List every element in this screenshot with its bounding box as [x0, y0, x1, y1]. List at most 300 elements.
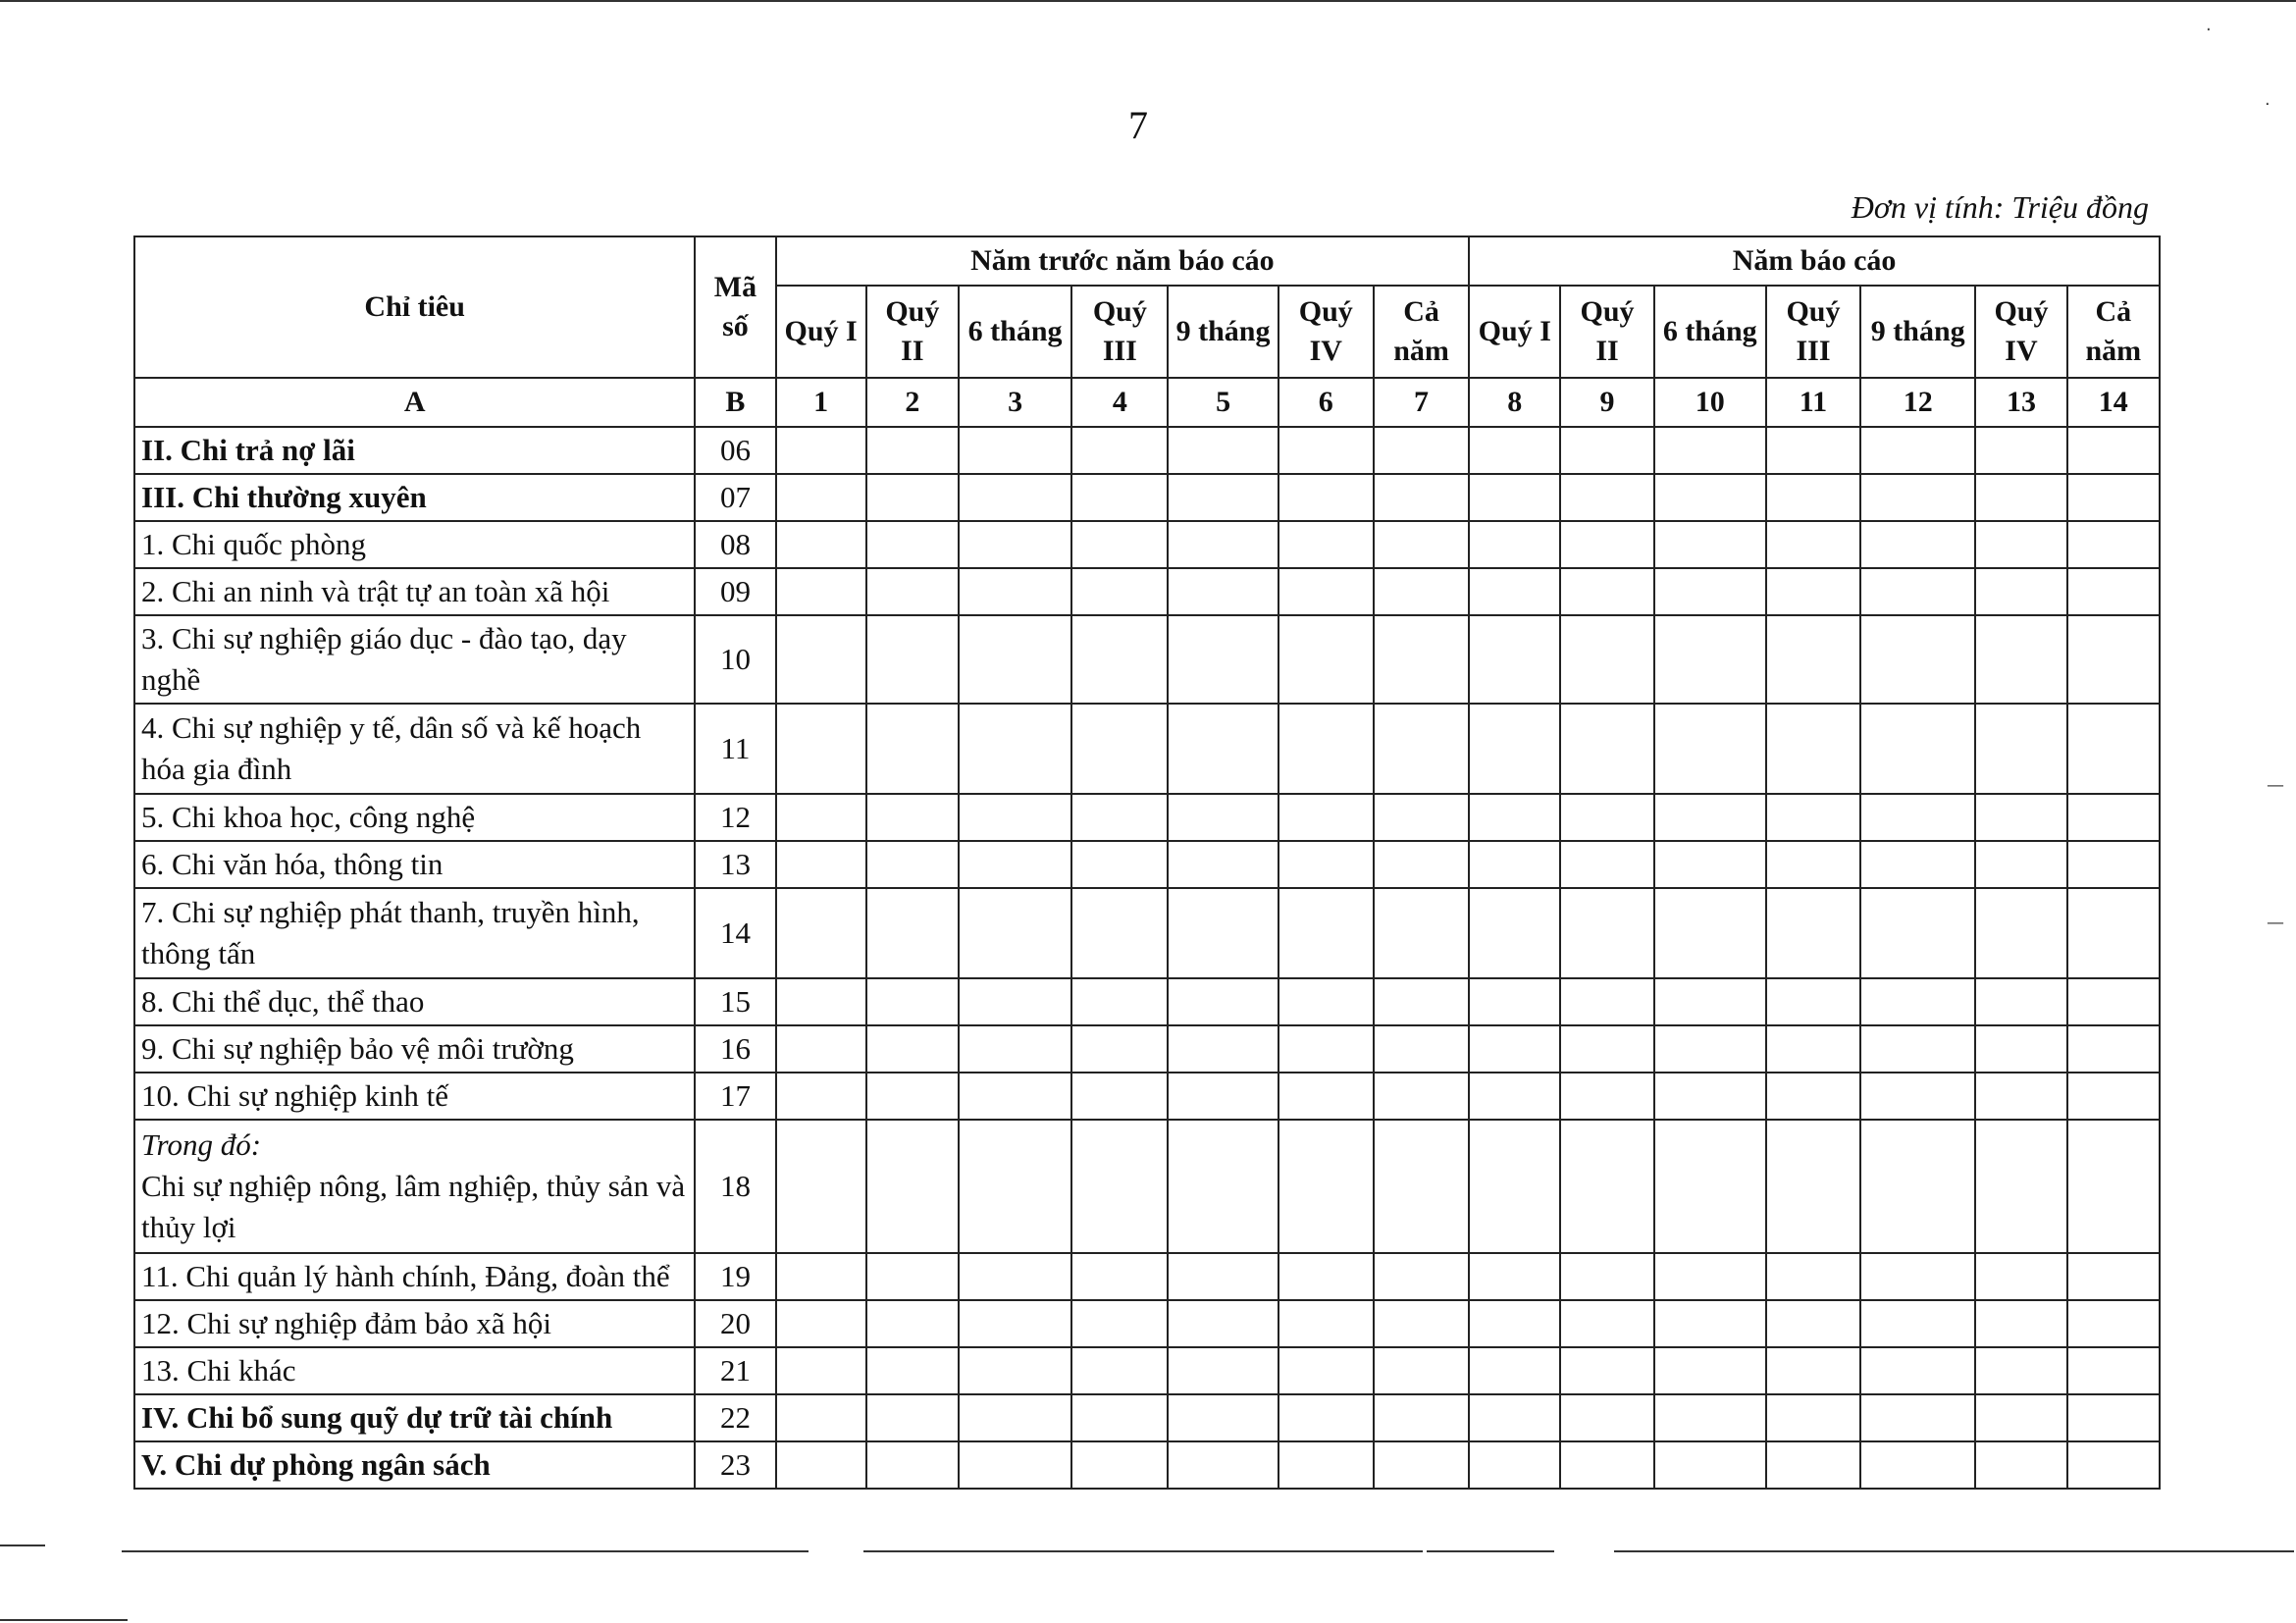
value-cell — [1860, 841, 1975, 888]
table-row — [134, 1394, 2160, 1441]
row-label-cell — [134, 1073, 695, 1120]
value-cell — [1071, 1073, 1168, 1120]
value-cell — [866, 474, 959, 521]
row-code: 20 — [695, 1300, 775, 1347]
value-cell — [959, 888, 1071, 978]
value-cell — [1654, 1347, 1766, 1394]
row-label-cell — [134, 568, 695, 615]
value-cell — [866, 704, 959, 794]
value-cell — [1168, 978, 1278, 1025]
value-cell — [1766, 521, 1860, 568]
value-cell — [1278, 474, 1374, 521]
value-cell — [1860, 794, 1975, 841]
value-cell — [776, 1394, 866, 1441]
value-cell — [1766, 1300, 1860, 1347]
row-label: 1. Chi quốc phòng — [141, 527, 367, 562]
row-label: IV. Chi bổ sung quỹ dự trữ tài chính — [141, 1399, 613, 1435]
table-row — [134, 1120, 2160, 1253]
value-cell — [1860, 704, 1975, 794]
header-report-year: Năm báo cáo — [1469, 236, 2160, 286]
row-label: 8. Chi thể dục, thể thao — [141, 983, 425, 1019]
value-cell — [1975, 1025, 2066, 1073]
value-cell — [1469, 1441, 1560, 1489]
value-cell — [1071, 841, 1168, 888]
header-period-5: 9 tháng — [1168, 286, 1278, 378]
header-code: Mã số — [695, 236, 775, 378]
value-cell — [1168, 1025, 1278, 1073]
table-row — [134, 888, 2160, 978]
value-cell — [1168, 704, 1278, 794]
value-cell — [1766, 1025, 1860, 1073]
value-cell — [1374, 1120, 1469, 1253]
value-cell — [1654, 568, 1766, 615]
value-cell — [1766, 474, 1860, 521]
value-cell — [1860, 1120, 1975, 1253]
value-cell — [1374, 1300, 1469, 1347]
value-cell — [866, 521, 959, 568]
row-code: 13 — [695, 841, 775, 888]
value-cell — [1654, 1073, 1766, 1120]
table-row — [134, 427, 2160, 474]
row-code: 21 — [695, 1347, 775, 1394]
value-cell — [1766, 568, 1860, 615]
value-cell — [1975, 1347, 2066, 1394]
value-cell — [1975, 1073, 2066, 1120]
value-cell — [1469, 794, 1560, 841]
value-cell — [1560, 794, 1653, 841]
header-row-groups — [134, 236, 2160, 286]
row-label: 4. Chi sự nghiệp y tế, dân số và kế hoạch hóa gia đình — [141, 709, 642, 786]
value-cell — [1374, 521, 1469, 568]
value-cell — [2067, 1120, 2160, 1253]
row-label: 10. Chi sự nghiệp kinh tế — [141, 1077, 449, 1113]
value-cell — [1469, 888, 1560, 978]
value-cell — [2067, 1073, 2160, 1120]
value-cell — [1469, 704, 1560, 794]
value-cell — [1860, 568, 1975, 615]
value-cell — [1469, 568, 1560, 615]
value-cell — [1560, 1441, 1653, 1489]
row-label: 9. Chi sự nghiệp bảo vệ môi trường — [141, 1030, 574, 1066]
value-cell — [866, 1253, 959, 1300]
value-cell — [776, 474, 866, 521]
column-key-cell: A — [134, 378, 695, 427]
value-cell — [866, 1120, 959, 1253]
value-cell — [1374, 704, 1469, 794]
table-row — [134, 1441, 2160, 1489]
value-cell — [1860, 888, 1975, 978]
row-label: 5. Chi khoa học, công nghệ — [141, 799, 476, 834]
value-cell — [1469, 1347, 1560, 1394]
row-note: Trong đó: — [141, 1126, 262, 1162]
value-cell — [1374, 1441, 1469, 1489]
scan-line — [0, 1619, 128, 1621]
row-label-cell — [134, 1394, 695, 1441]
table-row — [134, 1025, 2160, 1073]
value-cell — [959, 1394, 1071, 1441]
value-cell — [1168, 841, 1278, 888]
value-cell — [1654, 888, 1766, 978]
value-cell — [776, 1441, 866, 1489]
value-cell — [776, 568, 866, 615]
row-code: 06 — [695, 427, 775, 474]
header-period-8: Quý I — [1469, 286, 1560, 378]
value-cell — [1278, 841, 1374, 888]
row-label-cell — [134, 1253, 695, 1300]
value-cell — [959, 1253, 1071, 1300]
value-cell — [1560, 568, 1653, 615]
row-label: II. Chi trả nợ lãi — [141, 433, 355, 468]
row-code: 22 — [695, 1394, 775, 1441]
expenditure-report-table — [133, 236, 2161, 1490]
value-cell — [1860, 1394, 1975, 1441]
row-label: 13. Chi khác — [141, 1352, 296, 1387]
table-row — [134, 841, 2160, 888]
value-cell — [1766, 978, 1860, 1025]
value-cell — [1975, 841, 2066, 888]
value-cell — [1560, 1300, 1653, 1347]
value-cell — [866, 1300, 959, 1347]
value-cell — [1278, 1025, 1374, 1073]
value-cell — [1560, 1073, 1653, 1120]
row-label-cell — [134, 1300, 695, 1347]
value-cell — [1374, 1347, 1469, 1394]
value-cell — [1278, 1300, 1374, 1347]
value-cell — [1071, 1347, 1168, 1394]
value-cell — [959, 474, 1071, 521]
table-row — [134, 568, 2160, 615]
value-cell — [1071, 1300, 1168, 1347]
value-cell — [866, 841, 959, 888]
value-cell — [776, 1253, 866, 1300]
header-period-4: Quý III — [1071, 286, 1168, 378]
value-cell — [2067, 521, 2160, 568]
value-cell — [1975, 568, 2066, 615]
value-cell — [1654, 704, 1766, 794]
value-cell — [959, 1120, 1071, 1253]
value-cell — [1071, 615, 1168, 704]
value-cell — [866, 615, 959, 704]
value-cell — [1560, 521, 1653, 568]
value-cell — [1469, 615, 1560, 704]
value-cell — [776, 794, 866, 841]
row-label: 6. Chi văn hóa, thông tin — [141, 846, 444, 881]
value-cell — [1278, 888, 1374, 978]
row-code: 11 — [695, 704, 775, 794]
value-cell — [1374, 568, 1469, 615]
value-cell — [866, 1441, 959, 1489]
header-period-3: 6 tháng — [959, 286, 1071, 378]
value-cell — [1374, 1073, 1469, 1120]
row-code: 08 — [695, 521, 775, 568]
value-cell — [866, 1025, 959, 1073]
value-cell — [1766, 888, 1860, 978]
value-cell — [1560, 888, 1653, 978]
value-cell — [1766, 615, 1860, 704]
value-cell — [1168, 568, 1278, 615]
value-cell — [1168, 1441, 1278, 1489]
value-cell — [1975, 427, 2066, 474]
value-cell — [1374, 615, 1469, 704]
table-body — [134, 427, 2160, 1489]
value-cell — [1071, 1120, 1168, 1253]
value-cell — [1278, 1073, 1374, 1120]
value-cell — [1374, 841, 1469, 888]
value-cell — [2067, 427, 2160, 474]
value-cell — [776, 1347, 866, 1394]
header-period-7: Cả năm — [1374, 286, 1469, 378]
value-cell — [1654, 1441, 1766, 1489]
value-cell — [1560, 1394, 1653, 1441]
value-cell — [1168, 1253, 1278, 1300]
row-code: 18 — [695, 1120, 775, 1253]
value-cell — [1071, 1253, 1168, 1300]
table-row — [134, 794, 2160, 841]
value-cell — [1654, 1300, 1766, 1347]
value-cell — [1860, 427, 1975, 474]
value-cell — [1560, 841, 1653, 888]
table-row — [134, 1253, 2160, 1300]
value-cell — [1766, 1073, 1860, 1120]
value-cell — [1469, 841, 1560, 888]
value-cell — [866, 427, 959, 474]
scan-speck: — — [2267, 775, 2284, 796]
row-code: 14 — [695, 888, 775, 978]
row-label: 12. Chi sự nghiệp đảm bảo xã hội — [141, 1305, 552, 1340]
value-cell — [1975, 888, 2066, 978]
value-cell — [1071, 474, 1168, 521]
value-cell — [866, 568, 959, 615]
value-cell — [1560, 615, 1653, 704]
value-cell — [2067, 1441, 2160, 1489]
value-cell — [1860, 521, 1975, 568]
value-cell — [1654, 474, 1766, 521]
row-label-cell — [134, 1347, 695, 1394]
value-cell — [1278, 1394, 1374, 1441]
scan-line — [0, 1544, 45, 1546]
value-cell — [959, 1073, 1071, 1120]
row-label-cell — [134, 888, 695, 978]
value-cell — [1168, 1073, 1278, 1120]
value-cell — [959, 521, 1071, 568]
value-cell — [1560, 704, 1653, 794]
value-cell — [1860, 1253, 1975, 1300]
value-cell — [776, 1025, 866, 1073]
column-key-cell: 8 — [1469, 378, 1560, 427]
value-cell — [1374, 1025, 1469, 1073]
value-cell — [1766, 841, 1860, 888]
value-cell — [1168, 1120, 1278, 1253]
value-cell — [1278, 427, 1374, 474]
value-cell — [1560, 1120, 1653, 1253]
value-cell — [1168, 615, 1278, 704]
header-period-10: 6 tháng — [1654, 286, 1766, 378]
scan-speck: · — [2265, 94, 2270, 115]
value-cell — [776, 615, 866, 704]
table-row — [134, 1300, 2160, 1347]
row-code: 12 — [695, 794, 775, 841]
value-cell — [1071, 1025, 1168, 1073]
value-cell — [2067, 1347, 2160, 1394]
row-label-cell — [134, 978, 695, 1025]
header-period-1: Quý I — [776, 286, 866, 378]
value-cell — [1469, 1300, 1560, 1347]
column-key-cell: 6 — [1278, 378, 1374, 427]
value-cell — [959, 1347, 1071, 1394]
column-key-cell: B — [695, 378, 775, 427]
value-cell — [2067, 1300, 2160, 1347]
scan-speck: · — [2206, 20, 2212, 40]
value-cell — [1766, 1253, 1860, 1300]
value-cell — [1560, 1253, 1653, 1300]
row-label-cell — [134, 841, 695, 888]
value-cell — [2067, 568, 2160, 615]
table-row — [134, 474, 2160, 521]
scan-line — [122, 1550, 809, 1552]
value-cell — [1766, 1120, 1860, 1253]
value-cell — [1168, 1300, 1278, 1347]
value-cell — [2067, 1253, 2160, 1300]
table-row — [134, 1073, 2160, 1120]
value-cell — [1469, 978, 1560, 1025]
value-cell — [1860, 1025, 1975, 1073]
value-cell — [2067, 1394, 2160, 1441]
value-cell — [2067, 474, 2160, 521]
column-key-cell: 2 — [866, 378, 959, 427]
header-period-14: Cả năm — [2067, 286, 2160, 378]
value-cell — [776, 521, 866, 568]
column-key-cell: 13 — [1975, 378, 2066, 427]
table-row — [134, 704, 2160, 794]
value-cell — [2067, 794, 2160, 841]
column-key-cell: 11 — [1766, 378, 1860, 427]
value-cell — [1654, 427, 1766, 474]
header-period-12: 9 tháng — [1860, 286, 1975, 378]
header-indicator: Chỉ tiêu — [134, 236, 695, 378]
value-cell — [1278, 794, 1374, 841]
value-cell — [1374, 888, 1469, 978]
header-period-9: Quý II — [1560, 286, 1653, 378]
value-cell — [1975, 704, 2066, 794]
value-cell — [959, 704, 1071, 794]
value-cell — [1975, 1394, 2066, 1441]
value-cell — [1975, 521, 2066, 568]
value-cell — [1975, 615, 2066, 704]
header-period-11: Quý III — [1766, 286, 1860, 378]
header-previous-year: Năm trước năm báo cáo — [776, 236, 1470, 286]
value-cell — [1654, 615, 1766, 704]
table-row — [134, 521, 2160, 568]
column-key-cell: 7 — [1374, 378, 1469, 427]
value-cell — [866, 888, 959, 978]
value-cell — [866, 794, 959, 841]
scan-line — [863, 1550, 1423, 1552]
column-key-cell: 9 — [1560, 378, 1653, 427]
value-cell — [776, 1120, 866, 1253]
value-cell — [1071, 568, 1168, 615]
row-label-cell — [134, 704, 695, 794]
value-cell — [1278, 1441, 1374, 1489]
value-cell — [2067, 1025, 2160, 1073]
value-cell — [1766, 427, 1860, 474]
value-cell — [1654, 978, 1766, 1025]
value-cell — [866, 1394, 959, 1441]
value-cell — [959, 1300, 1071, 1347]
value-cell — [1278, 568, 1374, 615]
row-label-cell — [134, 794, 695, 841]
value-cell — [959, 794, 1071, 841]
value-cell — [1071, 978, 1168, 1025]
row-label-cell — [134, 427, 695, 474]
value-cell — [776, 978, 866, 1025]
row-code: 19 — [695, 1253, 775, 1300]
value-cell — [1168, 888, 1278, 978]
value-cell — [2067, 978, 2160, 1025]
row-label-cell — [134, 474, 695, 521]
row-code: 09 — [695, 568, 775, 615]
value-cell — [1071, 704, 1168, 794]
value-cell — [1278, 704, 1374, 794]
value-cell — [1766, 1394, 1860, 1441]
value-cell — [1860, 978, 1975, 1025]
value-cell — [1168, 427, 1278, 474]
value-cell — [866, 1347, 959, 1394]
column-key-cell: 1 — [776, 378, 866, 427]
column-key-cell: 3 — [959, 378, 1071, 427]
row-code: 23 — [695, 1441, 775, 1489]
row-label: 7. Chi sự nghiệp phát thanh, truyền hình, thông tấn — [141, 894, 640, 970]
value-cell — [1168, 1394, 1278, 1441]
value-cell — [776, 427, 866, 474]
value-cell — [1975, 1120, 2066, 1253]
value-cell — [776, 1073, 866, 1120]
value-cell — [1560, 427, 1653, 474]
header-row-column-keys — [134, 378, 2160, 427]
value-cell — [1168, 1347, 1278, 1394]
value-cell — [1374, 794, 1469, 841]
row-label-cell — [134, 1441, 695, 1489]
value-cell — [1278, 1120, 1374, 1253]
value-cell — [2067, 841, 2160, 888]
value-cell — [1071, 1394, 1168, 1441]
value-cell — [1071, 794, 1168, 841]
value-cell — [959, 427, 1071, 474]
value-cell — [1560, 474, 1653, 521]
value-cell — [1766, 704, 1860, 794]
row-label-cell — [134, 1120, 695, 1253]
value-cell — [1168, 794, 1278, 841]
value-cell — [1654, 794, 1766, 841]
row-label-cell — [134, 615, 695, 704]
value-cell — [1374, 978, 1469, 1025]
value-cell — [1469, 427, 1560, 474]
value-cell — [1975, 978, 2066, 1025]
scan-line — [1427, 1550, 1554, 1552]
value-cell — [866, 1073, 959, 1120]
value-cell — [776, 888, 866, 978]
table-row — [134, 615, 2160, 704]
value-cell — [1766, 794, 1860, 841]
column-key-cell: 4 — [1071, 378, 1168, 427]
value-cell — [1168, 474, 1278, 521]
value-cell — [1469, 1120, 1560, 1253]
table-row — [134, 1347, 2160, 1394]
value-cell — [1975, 1441, 2066, 1489]
page-number: 7 — [1128, 103, 1148, 147]
value-cell — [1654, 1120, 1766, 1253]
value-cell — [1374, 427, 1469, 474]
header-period-6: Quý IV — [1278, 286, 1374, 378]
